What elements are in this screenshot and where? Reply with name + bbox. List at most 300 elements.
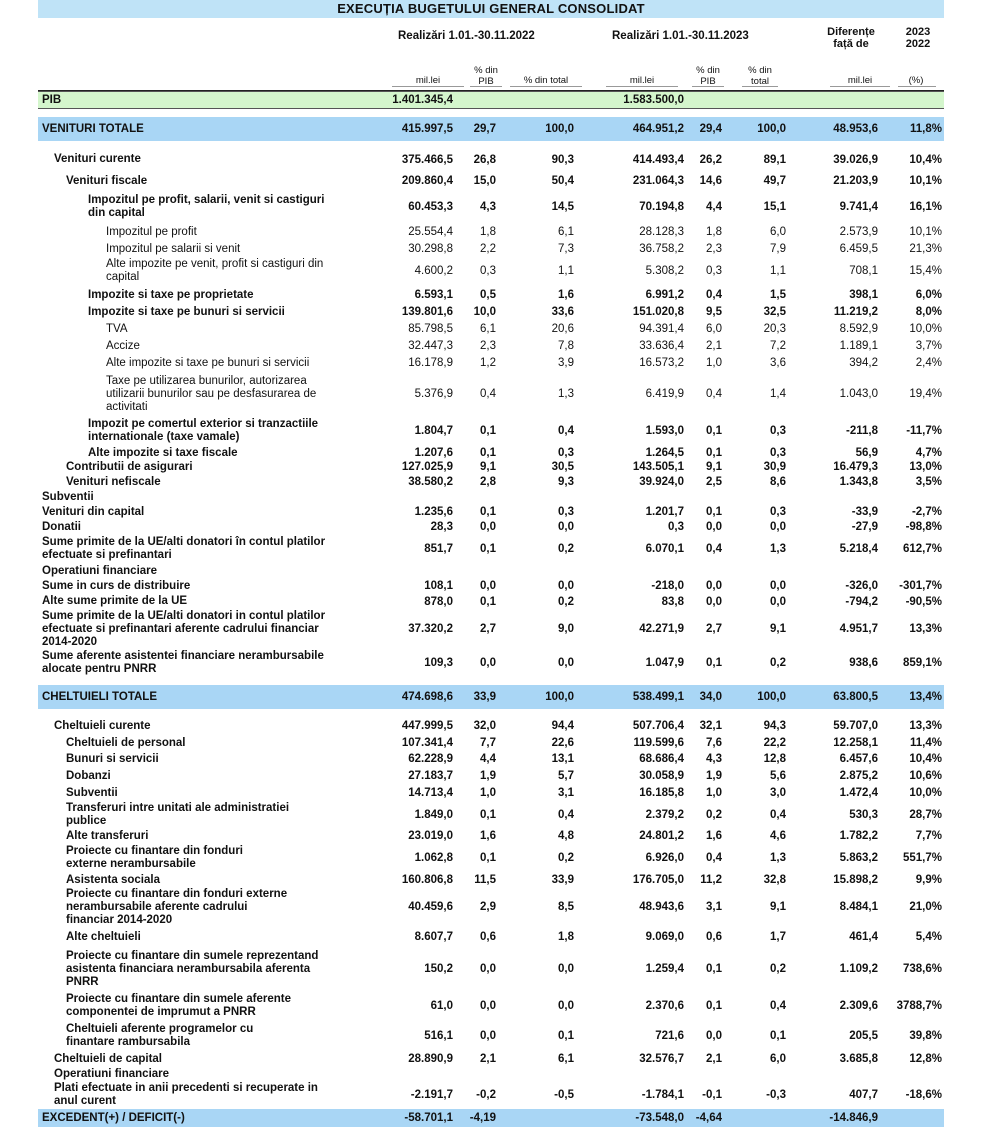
cell-value: 16.479,3 [833, 461, 878, 473]
cell-value: -98,8% [905, 521, 942, 533]
cell-value: 16,1% [909, 201, 942, 213]
cell-value: 5.218,4 [839, 543, 878, 555]
cell-value: 851,7 [424, 543, 453, 555]
cell-value: 0,0 [706, 595, 722, 608]
cell-value: 9,1 [706, 461, 722, 473]
row-label-line: Bunuri si servicii [66, 752, 159, 765]
row-label [38, 1067, 169, 1081]
cell-value: 2,3 [480, 340, 496, 352]
cell-value: 461,4 [849, 931, 878, 943]
cell-value: 0,1 [770, 1030, 786, 1042]
cell-value: 13,0% [909, 461, 942, 473]
table-row [38, 304, 944, 320]
cell-value: 0,2 [770, 657, 786, 669]
cell-value: 33.636,4 [639, 340, 684, 352]
cell-value: 32.576,7 [639, 1053, 684, 1065]
cell-value: 6.991,2 [645, 289, 684, 301]
row-label [38, 947, 318, 991]
table-row [38, 735, 944, 751]
cell-value: 94,4 [551, 720, 574, 732]
row-label [38, 578, 190, 594]
row-label [38, 416, 318, 446]
row-label-line: Impozit pe comertul exterior si tranzactiile [88, 418, 319, 430]
cell-value: 94.391,4 [639, 323, 684, 335]
row-label [38, 649, 324, 677]
row-label-line: nerambursabile aferente cadrului [66, 900, 248, 913]
cell-value: 474.698,6 [401, 691, 453, 703]
row-label-line: Proiecte cu finantare din sumele aferente [66, 993, 291, 1005]
cell-value: 3,7% [915, 340, 942, 352]
cell-value: 1,6 [558, 289, 574, 301]
table-row [38, 460, 944, 474]
cell-value: 0,3 [706, 265, 722, 277]
cell-value: 4,3 [480, 201, 496, 213]
cell-value: 0,0 [558, 521, 574, 533]
row-label [38, 286, 254, 304]
cell-value: 28,3 [430, 521, 453, 533]
row-label [38, 685, 157, 709]
row-label-line: din capital [88, 207, 145, 219]
cell-value: 0,3 [558, 447, 574, 459]
subheader-mil-diff: mil.lei [847, 75, 873, 86]
cell-value: 7,7% [915, 830, 942, 842]
cell-value: 708,1 [849, 265, 878, 277]
row-label-line: Operatiuni financiare [54, 1067, 170, 1080]
row-label-line: Alte impozite si taxe fiscale [88, 446, 238, 459]
table-row [38, 801, 944, 829]
cell-value [686, 92, 722, 108]
cell-value: 0,0 [558, 1000, 574, 1012]
cell-value: 20,3 [763, 323, 786, 335]
cell-value: -90,5% [905, 595, 942, 608]
row-label [38, 490, 94, 504]
cell-value: 1,5 [770, 289, 786, 301]
table-row [38, 149, 944, 170]
cell-value: -4,19 [469, 1112, 496, 1124]
cell-value: 1.189,1 [839, 340, 878, 352]
cell-value: 1.849,0 [414, 809, 453, 821]
cell-value: 3,9 [558, 357, 574, 369]
cell-value: 2,4% [915, 357, 942, 369]
row-label-line: Subventii [42, 490, 94, 503]
cell-value: 3,0 [770, 787, 786, 799]
cell-value: 0,1 [480, 447, 496, 459]
row-label [38, 446, 238, 460]
cell-value: 61,0 [430, 1000, 453, 1012]
cell-value: 0,2 [558, 852, 574, 864]
row-label-line: anul curent [54, 1095, 116, 1107]
cell-value [456, 564, 496, 578]
cell-value: 29,7 [473, 123, 496, 135]
table-row [38, 927, 944, 947]
row-label [38, 927, 141, 947]
header-diff [816, 26, 886, 50]
row-gap [38, 109, 944, 117]
table-row [38, 887, 944, 927]
cell-value: 3,6 [770, 357, 786, 369]
cell-value: 107.341,4 [401, 737, 453, 749]
cell-value: 11,2 [700, 874, 722, 886]
cell-value: 5,4% [915, 931, 942, 943]
row-label-line: capital [106, 271, 140, 283]
row-label-line: Accize [106, 339, 140, 352]
cell-value: 9,1 [770, 623, 786, 635]
row-label-line: TVA [106, 322, 128, 335]
subheader-total-2023-l2: total [751, 76, 769, 87]
cell-value: 1.259,4 [645, 963, 684, 975]
cell-value: 30.058,9 [639, 770, 684, 782]
cell-value: 5,7 [558, 770, 574, 782]
header-year-2022: 2022 [905, 38, 931, 50]
cell-value: 23.019,0 [408, 830, 453, 842]
cell-value: 8,6 [770, 476, 786, 488]
subheader-total-2022: % din total [523, 75, 569, 86]
cell-value: 94,3 [763, 720, 786, 732]
cell-value: 3,5% [915, 476, 942, 488]
cell-value: 0,6 [480, 931, 496, 943]
row-label-line: Subventii [66, 786, 118, 799]
cell-value: 100,0 [545, 691, 574, 703]
cell-value: -0,3 [766, 1089, 786, 1101]
cell-value: 5,6 [770, 770, 786, 782]
row-label-line: Alte transferuri [66, 829, 149, 842]
row-label-line: Impozitul pe profit, salarii, venit si castiguri [88, 194, 325, 206]
row-label [38, 534, 325, 564]
cell-value [514, 1067, 574, 1081]
cell-value: 0,2 [770, 963, 786, 975]
row-gap [38, 141, 944, 149]
cell-value: 1,0 [480, 787, 496, 799]
row-label-line: activitati [106, 400, 148, 413]
cell-value: 8,5 [558, 901, 574, 913]
cell-value: 8,0% [915, 306, 942, 318]
cell-value: 1.782,2 [839, 830, 878, 842]
table-row [38, 170, 944, 192]
cell-value: 7,7 [480, 737, 496, 749]
cell-value: 1.804,7 [414, 425, 453, 437]
cell-value: 7,8 [558, 340, 574, 352]
row-label-line: Taxe pe utilizarea bunurilor, autorizarea [106, 374, 307, 387]
cell-value: 0,3 [770, 506, 786, 518]
cell-value: 12,8 [763, 753, 786, 765]
cell-value: 3.685,8 [839, 1053, 878, 1065]
cell-value: 0,0 [480, 1000, 496, 1012]
cell-value: 29,4 [699, 123, 722, 135]
table-row [38, 1067, 944, 1081]
cell-value: 33,6 [551, 306, 574, 318]
cell-value: 8.484,1 [839, 901, 878, 913]
row-label-line: Asistenta sociala [66, 873, 160, 886]
cell-value: 10,0 [473, 306, 496, 318]
table-header [38, 18, 944, 91]
cell-value: 612,7% [902, 543, 942, 555]
row-label [38, 717, 151, 735]
cell-value: 1.047,9 [645, 657, 684, 669]
cell-value [363, 1067, 453, 1081]
cell-value [584, 564, 684, 578]
cell-value: 1,9 [706, 770, 722, 782]
cell-value: 7,2 [770, 340, 786, 352]
cell-value: 0,4 [480, 388, 496, 400]
cell-value: 6,0 [706, 323, 722, 335]
cell-value: 7,3 [558, 243, 574, 255]
row-label-line: Venituri din capital [42, 505, 145, 518]
cell-value: 0,6 [706, 931, 722, 943]
cell-value: 2,9 [480, 901, 496, 913]
cell-value: 6.070,1 [645, 543, 684, 555]
cell-value: 13,1 [551, 753, 574, 765]
cell-value: 1,6 [480, 830, 496, 842]
row-label [38, 242, 240, 256]
row-label [38, 991, 291, 1021]
cell-value: -33,9 [851, 506, 878, 518]
row-label-line: externe nerambursabile [66, 858, 196, 870]
cell-value [514, 490, 574, 504]
cell-value: 108,1 [424, 580, 453, 592]
cell-value: 30.298,8 [408, 243, 453, 255]
cell-value: 4.600,2 [414, 265, 453, 277]
cell-value: 7,9 [770, 243, 786, 255]
row-gap [38, 709, 944, 717]
row-label [38, 372, 316, 416]
cell-value: 12,8% [909, 1053, 942, 1065]
cell-value: 0,4 [770, 1000, 786, 1012]
subheader-pib-2023-l2: PIB [700, 76, 716, 87]
cell-value: 15,0 [473, 175, 496, 187]
cell-value: 1.264,5 [645, 447, 684, 459]
cell-value: 0,1 [706, 963, 722, 975]
cell-value [456, 92, 496, 108]
row-label-line: Alte cheltuieli [66, 930, 141, 943]
cell-value: 0,1 [706, 657, 722, 669]
cell-value: -58.701,1 [404, 1112, 453, 1124]
cell-value: 1,2 [480, 357, 496, 369]
cell-value: 33,9 [551, 874, 574, 886]
cell-value: 9.741,4 [839, 201, 878, 213]
row-label-line: CHELTUIELI TOTALE [42, 690, 157, 703]
row-label-line: PNRR [66, 975, 99, 988]
cell-value: 4,4 [706, 201, 722, 213]
cell-value: -326,0 [845, 580, 878, 592]
cell-value: 0,3 [668, 521, 684, 533]
cell-value: 394,2 [849, 357, 878, 369]
cell-value: 1,1 [558, 265, 574, 277]
cell-value: 0,3 [480, 265, 496, 277]
cell-value: 1,1 [770, 265, 786, 277]
cell-value [456, 1067, 496, 1081]
cell-value: 11,8% [910, 123, 942, 135]
row-label-line: Cheltuieli de personal [66, 736, 186, 749]
cell-value: 0,5 [480, 289, 496, 301]
row-label-line: publice [66, 815, 107, 827]
cell-value: 4.951,7 [839, 623, 878, 635]
cell-value: 0,0 [480, 580, 496, 592]
cell-value: 415.997,5 [401, 123, 453, 135]
cell-value: 127.025,9 [401, 461, 453, 473]
header-diff-line1: Diferențe [827, 26, 875, 38]
cell-value: 2,1 [480, 1053, 496, 1065]
cell-value: 1,0 [706, 357, 722, 369]
cell-value: 4,3 [706, 753, 722, 765]
cell-value: 50,4 [551, 175, 574, 187]
cell-value: 56,9 [855, 447, 878, 459]
header-period-2023: Realizări 1.01.-30.11.2023 [612, 30, 749, 42]
cell-value: 0,1 [480, 425, 496, 437]
cell-value: 6,0% [915, 289, 942, 301]
cell-value: 0,0 [480, 657, 496, 669]
cell-value: 3,1 [558, 787, 574, 799]
table-row [38, 578, 944, 594]
cell-value: 6.457,6 [839, 753, 878, 765]
cell-value: 0,1 [480, 809, 496, 821]
cell-value: 63.800,5 [833, 691, 878, 703]
row-label-line: Sume in curs de distribuire [42, 579, 191, 592]
cell-value: 0,2 [558, 595, 574, 608]
cell-value: 119.599,6 [633, 737, 684, 749]
row-label-line: Proiecte cu finantare din fonduri [66, 845, 243, 857]
cell-value: 22,2 [763, 737, 786, 749]
cell-value: -211,8 [846, 425, 878, 437]
row-label [38, 801, 289, 829]
cell-value: 39.026,9 [833, 153, 878, 166]
row-label [38, 1051, 162, 1067]
table-row [38, 1109, 944, 1127]
cell-value: 0,0 [706, 521, 722, 533]
underline-mil-2023 [606, 72, 678, 87]
cell-value: 1,3 [770, 543, 786, 555]
cell-value: 2.379,2 [645, 809, 684, 821]
cell-value: 10,1% [909, 175, 942, 187]
cell-value [736, 1067, 786, 1081]
cell-value [363, 490, 453, 504]
subheader-mil-2022: mil.lei [415, 75, 441, 86]
cell-value: 938,6 [849, 657, 878, 669]
cell-value: 0,4 [558, 809, 574, 821]
cell-value: 9,0 [558, 623, 574, 635]
cell-value: 13,3% [909, 623, 942, 635]
cell-value: -18,6% [905, 1089, 942, 1101]
row-label-line: 2014-2020 [42, 635, 97, 648]
row-label [38, 320, 128, 338]
cell-value: 26,8 [473, 153, 496, 166]
cell-value: 7,6 [706, 737, 722, 749]
cell-value: -0,5 [554, 1089, 574, 1101]
cell-value: 32,1 [699, 720, 722, 732]
cell-value: 0,0 [706, 580, 722, 592]
cell-value: 507.706,4 [632, 720, 684, 732]
cell-value: 8.607,7 [414, 931, 453, 943]
cell-value: 32,5 [763, 306, 786, 318]
cell-value: 1,8 [480, 226, 496, 238]
cell-value: 6,0 [770, 226, 786, 238]
row-label-line: efectuate si prefinantari [42, 549, 172, 561]
cell-value: 0,0 [706, 1030, 722, 1042]
cell-value: 22,6 [551, 737, 574, 749]
cell-value: 0,0 [558, 657, 574, 669]
cell-value: -0,2 [476, 1089, 496, 1101]
row-label-line: Sume primite de la UE/alti donatori în contul platilor [42, 536, 326, 548]
cell-value [788, 564, 878, 578]
cell-value [788, 92, 878, 108]
row-label-line: componentei de imprumut a PNRR [66, 1006, 256, 1018]
cell-value: 19,4% [909, 388, 942, 400]
cell-value: 26,2 [699, 153, 722, 166]
cell-value: 85.798,5 [408, 323, 453, 335]
table-row [38, 286, 944, 304]
cell-value: 0,2 [558, 543, 574, 555]
cell-value: 10,0% [909, 787, 942, 799]
cell-value: 551,7% [902, 852, 942, 864]
cell-value: 6.926,0 [645, 852, 684, 864]
table-row [38, 416, 944, 446]
table-row [38, 991, 944, 1021]
cell-value: 2,2 [480, 243, 496, 255]
cell-value: 9,9% [915, 874, 942, 886]
cell-value: 2,1 [706, 1053, 722, 1065]
cell-value: 2,3 [706, 243, 722, 255]
cell-value: -794,2 [845, 595, 878, 608]
cell-value [686, 1067, 722, 1081]
row-label-line: Proiecte cu finantare din fonduri externe [66, 887, 288, 900]
cell-value: 6,1 [480, 323, 496, 335]
table-row [38, 117, 944, 141]
row-label-line: Sume aferente asistentei financiare nerambursabile [42, 650, 324, 662]
cell-value: 10,0% [909, 323, 942, 335]
row-label [38, 117, 144, 141]
cell-value [736, 92, 786, 108]
row-label-line: Donatii [42, 520, 81, 533]
cell-value: 109,3 [424, 657, 453, 669]
header-diff-line2: față de [833, 38, 869, 50]
cell-value: 10,6% [909, 770, 942, 782]
row-label [38, 1081, 318, 1109]
cell-value: 10,4% [909, 153, 942, 166]
cell-value: 14,5 [551, 201, 574, 213]
table-row [38, 91, 944, 109]
table-row [38, 446, 944, 460]
cell-value: 10,4% [909, 753, 942, 765]
table-row [38, 490, 944, 504]
cell-value: 42.271,9 [639, 623, 684, 635]
cell-value: 0,3 [770, 447, 786, 459]
cell-value: 2.309,6 [839, 1000, 878, 1012]
cell-value: 9.069,0 [645, 931, 684, 943]
cell-value [882, 1067, 942, 1081]
cell-value: 20,6 [551, 323, 574, 335]
cell-value: 0,0 [480, 521, 496, 533]
table-row [38, 594, 944, 609]
row-label [38, 751, 159, 767]
cell-value: 1.201,7 [645, 506, 684, 518]
cell-value: 447.999,5 [401, 720, 453, 732]
cell-value: 21,3% [909, 243, 942, 255]
page-title: EXECUȚIA BUGETULUI GENERAL CONSOLIDAT [38, 0, 944, 18]
cell-value [686, 564, 722, 578]
cell-value: 0,1 [558, 1030, 574, 1042]
cell-value: 0,0 [770, 521, 786, 533]
row-label [38, 735, 186, 751]
cell-value: 1.593,0 [645, 425, 684, 437]
subheader-pib-2022-l1: % din [474, 65, 498, 76]
cell-value: 30,5 [551, 461, 574, 473]
cell-value [788, 1067, 878, 1081]
table-row [38, 1081, 944, 1109]
table-body [38, 91, 944, 1127]
cell-value: 2,1 [706, 340, 722, 352]
row-label-line: Dobanzi [66, 769, 111, 782]
cell-value: 1.235,6 [414, 506, 453, 518]
cell-value: 5.863,2 [839, 852, 878, 864]
